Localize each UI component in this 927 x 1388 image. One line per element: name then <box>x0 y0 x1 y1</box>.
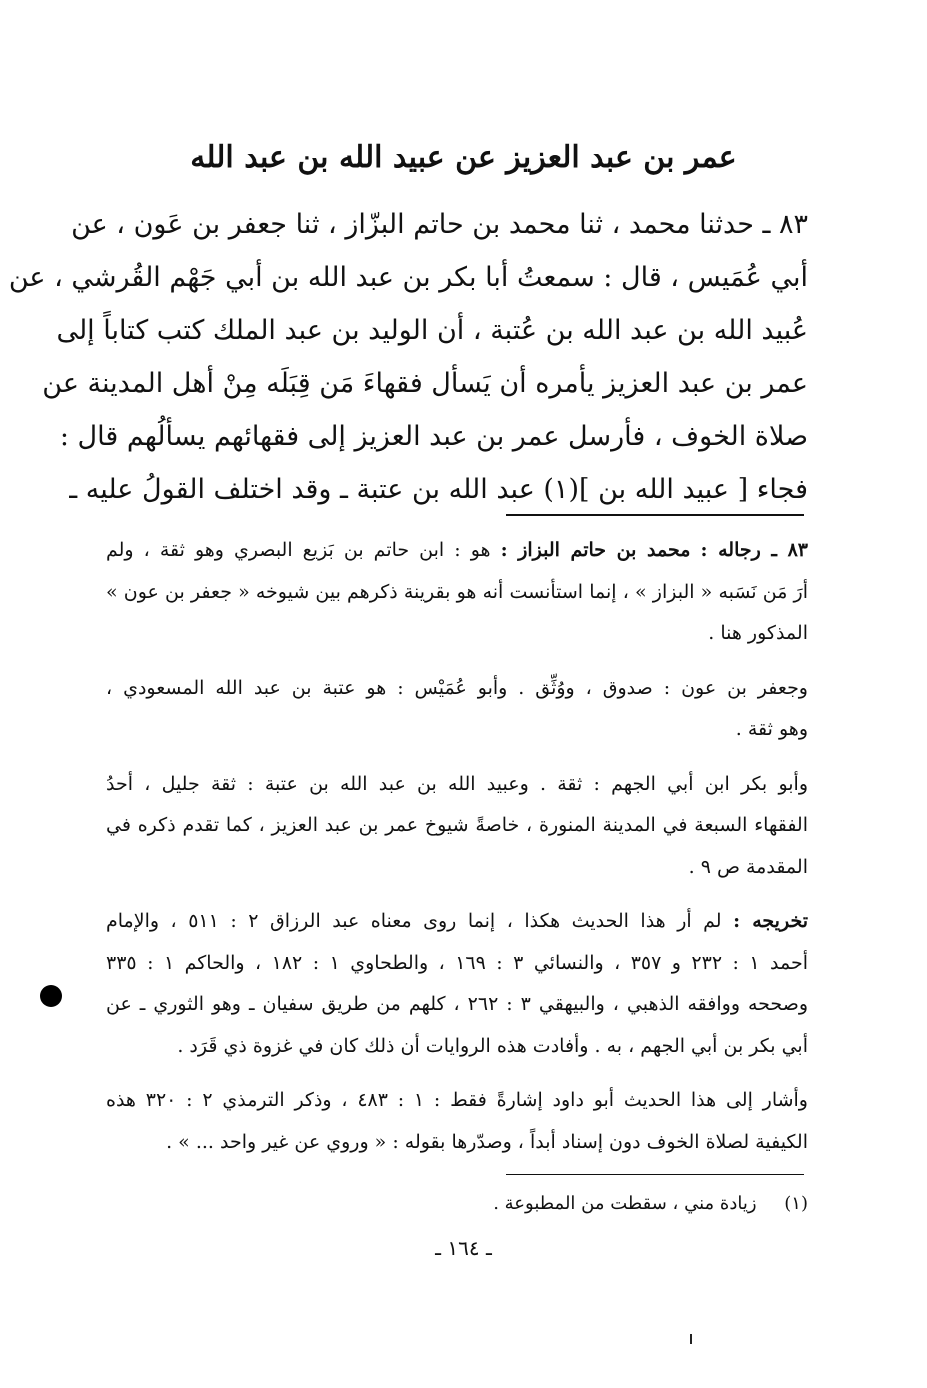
footnote-separator-rule <box>506 1174 804 1175</box>
scan-speck <box>690 1334 692 1344</box>
hadith-line: عمر بن عبد العزيز يأمره أن يَسأل فقهاءَ مَن قِبَلَه مِنْ أهل المدينة عن <box>42 368 808 399</box>
page-number: ـ ١٦٤ ـ <box>435 1236 492 1260</box>
rijal-paragraph <box>106 530 808 655</box>
hadith-line: عُبيد الله بن عبد الله بن عُتبة ، أن الوليد بن عبد الملك كتب كتاباً إلى <box>56 315 808 346</box>
commentary-line: أحمد ١ : ٢٣٢ و ٣٥٧ ، والنسائي ٣ : ١٦٩ ، والطحاوي ١ : ١٨٢ ، والحاكم ١ : ٣٣٥ <box>106 951 808 974</box>
commentary-line: أرَ مَن نَسَبه « البزاز » ، إنما استأنست أنه هو بقرينة ذكرهم بين شيوخه « جعفر بن عون » <box>106 580 808 603</box>
text-separator-rule <box>506 514 804 516</box>
commentary-line: ٨٣ ـ رجاله : محمد بن حاتم البزاز : هو : ابن حاتم بن بَزيع البصري وهو ثقة ، ولم <box>106 539 808 561</box>
commentary-line: وهو ثقة . <box>735 718 808 740</box>
commentary-line: وصححه ووافقه الذهبي ، والبيهقي ٣ : ٢٦٢ ، كلهم من طريق سفيان ـ وهو الثوري ـ عن <box>106 993 809 1015</box>
footnote-number: (١) <box>784 1193 808 1214</box>
narrator-name: محمد بن حاتم البزاز : <box>500 539 691 561</box>
jafar-paragraph <box>106 668 808 751</box>
commentary-line: وجعفر بن عون : صدوق ، ووُثِّق . وأبو عُمَيْس : هو عتبة بن عبد الله المسعودي ، <box>106 676 808 699</box>
commentary-line: الفقهاء السبعة في المدينة المنورة ، خاصةً شيوخ عمر بن عبد العزيز ، كما تقدم ذكره في <box>106 814 808 836</box>
takhrij-label: تخريجه : <box>733 910 809 932</box>
rijal-label: ٨٣ ـ رجاله : <box>700 539 808 561</box>
hadith-text <box>8 198 808 516</box>
commentary-line: وأبو بكر ابن أبي الجهم : ثقة . وعبيد الله بن عبد الله بن عتبة : ثقة جليل ، أحدُ <box>106 772 808 795</box>
commentary-line: تخريجه : لم أر هذا الحديث هكذا ، إنما روى معناه عبد الرزاق ٢ : ٥١١ ، والإمام <box>106 910 809 932</box>
hadith-line: فجاء [ عبيد الله بن ](١) عبد الله بن عتبة ـ وقد اختلف القولُ عليه ـ <box>69 474 808 505</box>
takhrij-paragraph <box>106 901 808 1067</box>
commentary-line: الكيفية لصلاة الخوف دون إسناد أبداً ، وصدّرها بقوله : « وروي عن غير واحد ... » . <box>166 1130 808 1153</box>
margin-dot-mark <box>40 985 62 1007</box>
chapter-title: عمر بن عبد العزيز عن عبيد الله بن عبد الله <box>190 140 737 175</box>
commentary-line: أبي بكر بن أبي الجهم ، به . وأفادت هذه الروايات أن ذلك كان في غزوة ذي قَرَد . <box>177 1034 808 1057</box>
footnote <box>300 1186 808 1222</box>
commentary-line: المذكور هنا . <box>708 622 808 644</box>
hadith-line: أبي عُمَيس ، قال : سمعتُ أبا بكر بن عبد الله بن أبي جَهْم القُرشي ، عن <box>8 262 808 293</box>
ishara-paragraph <box>106 1080 808 1163</box>
hadith-line: ٨٣ ـ حدثنا محمد ، ثنا محمد بن حاتم البزّاز ، ثنا جعفر بن عَون ، عن <box>71 209 808 240</box>
hadith-line: صلاة الخوف ، فأرسل عمر بن عبد العزيز إلى فقهائهم يسألُهم قال : <box>59 421 808 452</box>
abubakr-paragraph <box>106 764 808 889</box>
commentary <box>106 530 808 1176</box>
commentary-line: وأشار إلى هذا الحديث أبو داود إشارةً فقط : ١ : ٤٨٣ ، وذكر الترمذي ٢ : ٣٢٠ هذه <box>106 1089 808 1111</box>
commentary-line: المقدمة ص ٩ . <box>688 855 808 878</box>
footnote-text: زيادة مني ، سقطت من المطبوعة . <box>493 1193 757 1214</box>
